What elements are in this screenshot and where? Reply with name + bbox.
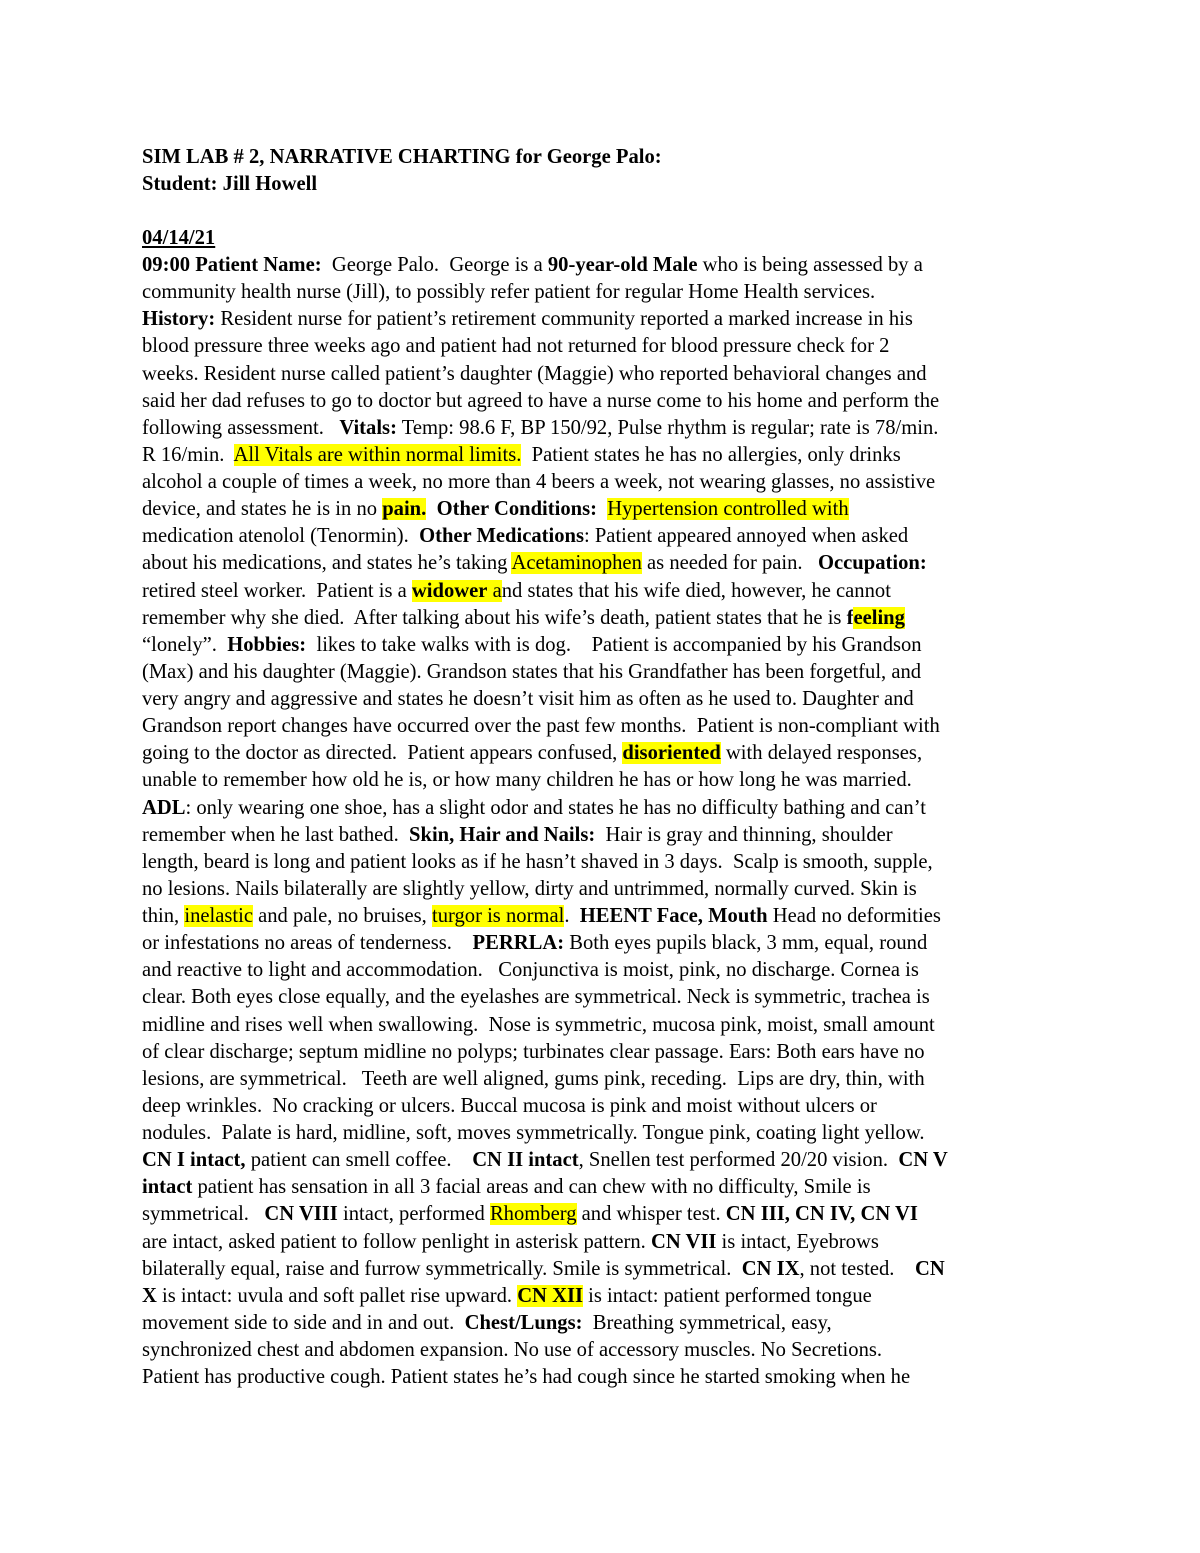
narrative-line: [142, 415, 1062, 442]
narrative-text: symmetrical.: [142, 1203, 265, 1226]
narrative-text: nodules. Palate is hard, midline, soft, moves symmetrically. Tongue pink, coating light yellow.: [142, 1122, 925, 1144]
entry-date: 04/14/21: [142, 227, 216, 249]
bold-label: Other Medications: [419, 525, 584, 548]
narrative-text: is intact: uvula and soft pallet rise upward.: [156, 1284, 518, 1307]
highlighted-text: disoriented: [622, 742, 721, 765]
narrative-text: who is being assessed by a: [697, 254, 923, 276]
narrative-text: lesions, are symmetrical. Teeth are well aligned, gums pink, receding. Lips are dry, thin, with: [142, 1067, 925, 1090]
narrative-line: [142, 1120, 1062, 1147]
narrative-text: synchronized chest and abdomen expansion. No use of accessory muscles. No Secretions.: [142, 1339, 883, 1361]
highlighted-text: eeling: [853, 606, 905, 629]
narrative-line: [142, 686, 1062, 713]
highlighted-text: widower: [411, 579, 488, 602]
bold-label: PERRLA:: [472, 932, 565, 955]
narrative-text: intact, performed: [337, 1203, 490, 1226]
highlighted-text: turgor is normal: [431, 905, 565, 927]
narrative-line: [142, 306, 1062, 333]
narrative-text: Patient has productive cough. Patient states he’s had cough since he started smoking when he: [142, 1366, 911, 1389]
highlighted-text: Acetaminophen: [511, 552, 642, 575]
narrative-line: [142, 1256, 1062, 1283]
narrative-line: [142, 1012, 1062, 1039]
bold-label: CN: [915, 1257, 945, 1280]
narrative-line: [142, 1147, 1062, 1174]
bold-label: CN V: [898, 1149, 948, 1172]
bold-label: CN II intact: [472, 1149, 579, 1172]
narrative-line: [142, 442, 1062, 469]
narrative-text: remember why she died. After talking about his wife’s death, patient states that he is: [142, 606, 847, 629]
bold-label: Other Conditions:: [436, 498, 597, 521]
bold-label: CN III, CN IV, CN VI: [725, 1203, 918, 1226]
narrative-text: blood pressure three weeks ago and patient had not returned for blood pressure check for 2: [142, 335, 890, 358]
narrative-text: is intact, Eyebrows: [716, 1230, 879, 1253]
bold-label: Hobbies:: [227, 633, 307, 656]
narrative-text: George Palo. George is a: [321, 254, 548, 276]
narrative-text: community health nurse (Jill), to possibly refer patient for regular Home Health services.: [142, 281, 876, 304]
narrative-text: length, beard is long and patient looks as if he hasn’t shaved in 3 days. Scalp is smooth, supple,: [142, 850, 933, 873]
bold-label: f: [846, 606, 854, 629]
narrative-text: going to the doctor as directed. Patient appears confused,: [142, 742, 623, 765]
bold-label: CN I intact,: [142, 1149, 246, 1172]
narrative-text: Patient states he has no allergies, only drinks: [521, 443, 901, 466]
narrative-line: [142, 1229, 1062, 1256]
narrative-line: [142, 605, 1062, 632]
narrative-text: movement side to side and in and out.: [142, 1311, 465, 1334]
narrative-text: patient has sensation in all 3 facial areas and can chew with no difficulty, Smile is: [192, 1176, 871, 1199]
narrative-line: [142, 849, 1062, 876]
narrative-line: [142, 930, 1062, 957]
narrative-text: retired steel worker. Patient is a: [142, 579, 412, 602]
narrative-text: midline and rises well when swallowing. Nose is symmetric, mucosa pink, moist, small amount: [142, 1013, 935, 1036]
highlighted-text: Hypertension controlled with: [607, 498, 849, 521]
narrative-line: [142, 984, 1062, 1011]
narrative-text: likes to take walks with is dog. Patient is accompanied by his Grandson: [306, 633, 922, 656]
narrative-text: : only wearing one shoe, has a slight odor and states he has no difficulty bathing and can’t: [185, 796, 926, 819]
narrative-line: [142, 1093, 1062, 1120]
narrative-text: , Snellen test performed 20/20 vision.: [578, 1149, 899, 1172]
narrative-line: [142, 876, 1062, 903]
narrative-text: “lonely”.: [142, 633, 228, 656]
narrative-line: [142, 1039, 1062, 1066]
narrative-text: of clear discharge; septum midline no polyps; turbinates clear passage. Ears: Both ears have no: [142, 1040, 925, 1063]
narrative-line: [142, 1174, 1062, 1201]
narrative-text: said her dad refuses to go to doctor but agreed to have a nurse come to his home and perform the: [142, 389, 940, 412]
narrative-text: is intact: patient performed tongue: [582, 1284, 872, 1307]
narrative-line: [142, 713, 1062, 740]
bold-label: CN VIII: [264, 1203, 338, 1226]
narrative-line: [142, 578, 1062, 605]
narrative-line: [142, 333, 1062, 360]
bold-label: Occupation:: [818, 552, 927, 575]
narrative-line: [142, 767, 1062, 794]
narrative-text: [426, 498, 436, 520]
narrative-text: nd states that his wife died, however, he cannot: [501, 579, 891, 602]
bold-label: Vitals:: [339, 416, 397, 439]
narrative-line: [142, 469, 1062, 496]
highlighted-text: a: [487, 579, 502, 602]
narrative-line: [142, 361, 1062, 388]
narrative-line: [142, 496, 1062, 523]
narrative-line: [142, 1337, 1062, 1364]
narrative-text: Hair is gray and thinning, shoulder: [595, 823, 893, 846]
bold-label: CN IX: [741, 1257, 800, 1280]
narrative-text: , not tested.: [799, 1257, 916, 1280]
narrative-text: or infestations no areas of tenderness.: [142, 932, 473, 955]
narrative-text: Both eyes pupils black, 3 mm, equal, round: [564, 932, 928, 955]
narrative-text: (Max) and his daughter (Maggie). Grandson states that his Grandfather has been forgetful, and: [142, 660, 922, 683]
narrative-text: .: [564, 905, 580, 927]
narrative-text: alcohol a couple of times a week, no more than 4 beers a week, not wearing glasses, no assistive: [142, 471, 936, 493]
narrative-text: are intact, asked patient to follow penlight in asterisk pattern.: [142, 1230, 651, 1253]
narrative-text: Resident nurse for patient’s retirement community reported a marked increase in his: [215, 308, 913, 331]
narrative-line: [142, 822, 1062, 849]
narrative-text: unable to remember how old he is, or how many children he has or how long he was married.: [142, 769, 912, 792]
bold-label: Chest/Lungs:: [464, 1311, 583, 1334]
narrative-line: [142, 659, 1062, 686]
narrative-text: Breathing symmetrical, easy,: [582, 1311, 832, 1334]
narrative-text: device, and states he is in no: [142, 498, 383, 521]
narrative-text: about his medications, and states he’s taking: [142, 552, 512, 575]
document-title: SIM LAB # 2, NARRATIVE CHARTING for George Palo:: [142, 146, 662, 168]
bold-label: intact: [142, 1176, 193, 1199]
bold-label: 90-year-old Male: [547, 254, 698, 276]
narrative-line: [142, 1283, 1062, 1310]
bold-label: Skin, Hair and Nails:: [409, 823, 596, 846]
narrative-text: [597, 498, 607, 520]
narrative-line: [142, 795, 1062, 822]
narrative-text: and whisper test.: [576, 1203, 726, 1226]
narrative-text: and reactive to light and accommodation. Conjunctiva is moist, pink, no discharge. Cornea is: [142, 959, 919, 982]
narrative-text: weeks. Resident nurse called patient’s daughter (Maggie) who reported behavioral changes and: [142, 362, 927, 385]
narrative-text: Grandson report changes have occurred over the past few months. Patient is non-compliant with: [142, 715, 940, 738]
narrative-line: [142, 1310, 1062, 1337]
narrative-line: [142, 740, 1062, 767]
narrative-line: [142, 252, 1062, 279]
narrative-text: with delayed responses,: [720, 742, 923, 765]
narrative-line: [142, 523, 1062, 550]
narrative-text: patient can smell coffee.: [245, 1149, 473, 1172]
highlighted-text: Rhomberg: [489, 1203, 577, 1226]
narrative-line: [142, 388, 1062, 415]
narrative-line: [142, 1364, 1062, 1391]
narrative-text: thin,: [142, 905, 185, 927]
narrative-text: as needed for pain.: [641, 552, 818, 575]
highlighted-text: inelastic: [184, 905, 253, 927]
narrative-text: and pale, no bruises,: [252, 905, 432, 927]
narrative-text: no lesions. Nails bilaterally are slightly yellow, dirty and untrimmed, normally curved. Skin is: [142, 877, 917, 900]
narrative-text: clear. Both eyes close equally, and the eyelashes are symmetrical. Neck is symmetric, trachea is: [142, 986, 930, 1009]
narrative-text: Head no deformities: [767, 905, 941, 927]
narrative-body: [142, 252, 1062, 1391]
highlighted-text: All Vitals are within normal limits.: [233, 443, 522, 466]
highlighted-text: pain.: [382, 498, 427, 521]
narrative-line: [142, 1066, 1062, 1093]
narrative-text: deep wrinkles. No cracking or ulcers. Buccal mucosa is pink and moist without ulcers or: [142, 1094, 877, 1117]
narrative-text: Temp: 98.6 F, BP 150/92, Pulse rhythm is regular; rate is 78/min.: [396, 416, 939, 439]
narrative-text: following assessment.: [142, 416, 340, 439]
narrative-text: bilaterally equal, raise and furrow symmetrically. Smile is symmetrical.: [142, 1257, 742, 1280]
student-name: Student: Jill Howell: [142, 173, 318, 195]
document-heading: [142, 144, 1062, 198]
narrative-text: : Patient appeared annoyed when asked: [583, 525, 909, 548]
narrative-text: medication atenolol (Tenormin).: [142, 525, 420, 548]
narrative-line: [142, 550, 1062, 577]
narrative-line: [142, 903, 1062, 930]
narrative-text: R 16/min.: [142, 443, 234, 466]
highlighted-text: CN XII: [517, 1284, 583, 1307]
narrative-line: [142, 632, 1062, 659]
narrative-line: [142, 279, 1062, 306]
bold-label: 09:00 Patient Name:: [142, 254, 322, 276]
narrative-line: [142, 957, 1062, 984]
narrative-text: very angry and aggressive and states he doesn’t visit him as often as he used to. Daughter and: [142, 688, 914, 710]
narrative-text: remember when he last bathed.: [142, 823, 410, 846]
bold-label: CN VII: [650, 1230, 717, 1253]
bold-label: History:: [142, 308, 216, 331]
bold-label: X: [142, 1284, 157, 1307]
narrative-line: [142, 1201, 1062, 1228]
bold-label: ADL: [142, 796, 186, 819]
bold-label: HEENT Face, Mouth: [579, 905, 768, 927]
